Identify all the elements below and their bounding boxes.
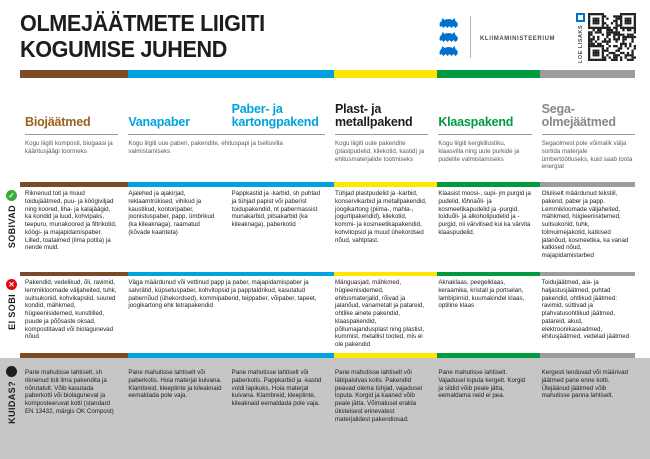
qr-caption: LOE LISAKS (577, 25, 584, 64)
column-title-sega: Sega-olmejäätmed (541, 102, 616, 129)
row-separator-stripe (20, 182, 635, 187)
black-dot-icon (6, 366, 17, 377)
ei-sobi-sega: Toidujäätmed, aia- ja haljastusjäätmed, puhtad pakendid, ohtlikud jäätmed: ravimid, süttivad ja plahvatusohtlikud jäätmed, patareid, akud, elektroonikaseadmed, ehitusjäätmed, vedelad jäätmed (541, 279, 630, 341)
row-separator-stripe (20, 272, 635, 276)
column-desc-bio: Kogu liigiti komposti, biogaasi ja kääritusjäägi toormeks (25, 134, 118, 182)
row-label-ei-sobi (2, 279, 21, 330)
column-desc-klaas: Kogu liigiti kergkillustiku, klaasvilla ning uute purkide ja pudelite valmistamiseks (438, 134, 531, 182)
column-header-row (25, 78, 635, 182)
row-ei-sobi (25, 279, 635, 351)
row-label-kuidas (2, 366, 21, 424)
column-desc-plast: Kogu liigiti uute pakendite (plastpudelid, kilekotid, kastid) ja ehitusmaterjalide tootmiseks (335, 134, 428, 182)
column-title-vanapaber: Vanapaber (128, 114, 190, 129)
page-title (20, 10, 265, 62)
ministry-logo (437, 16, 555, 58)
row-label-ei-sobi-text: EI SOBI (6, 294, 17, 330)
ei-sobi-paper: Väga määrdunud või vettinud papp ja paber, majapidamispaber ja salvrätid, küpsetuspaber, kohvitopsid ja papptaldrikud, kasutatud pabernõud (ühekordsed), kommipaberid, teippaber, võipaber, tapeet, joogikartong ehk tetrapakendid (128, 279, 317, 310)
qr-code (588, 13, 636, 61)
column-title-paberpakend: Paber- ja kartongpakend (231, 102, 319, 129)
column-title-klaas: Klaaspakend (438, 114, 514, 129)
page-title-line2: KOGUMISE JUHEND (20, 36, 227, 62)
qr-block (576, 13, 636, 63)
stripe-sega (540, 70, 635, 78)
check-circle-icon: ✓ (6, 190, 17, 201)
read-more-marker-icon (576, 13, 585, 22)
row-sobivad (25, 190, 635, 270)
sobivad-paberpakend: Pappkastid ja -karbid, sh puhtad ja tühjad papist või paberist toidupakendid, nt pabermassist munakarbid, pitsakarbid (ka kileaknaga), paberkotid (231, 190, 321, 228)
row-kuidas (25, 369, 635, 455)
logo-divider (470, 16, 471, 58)
column-desc-sega: Segaolmest pole võimalik välja sortida materjale ümbertöötluseks, kuid saab toota energiat (542, 134, 635, 182)
column-desc-paper: Kogu liigiti uue paberi, pakendite, ehituspapi ja tselluvilla valmistamiseks (128, 134, 325, 182)
row-label-sobivad (2, 190, 21, 248)
kuidas-plast: Pane mahutisse lahtiselt või läbipaistvas kotis. Pakendid peavad olema tühjad, vajadusel loputa. Korgid ja kaaned võib peale jätta. Võimalusel eralda üksteisest erinevatest materjalidest pakendiosad. (335, 369, 423, 423)
ei-sobi-klaas: Aknaklaas, peegelklaas, keraamika, kristall ja portselan, lambipirnid, kuumakindel klaas, optiline klaas (438, 279, 525, 310)
cross-circle-icon: ✕ (6, 279, 17, 290)
stripe-bio (20, 70, 128, 78)
ministry-name: kliimaministeerium (480, 32, 556, 42)
stripe-plast (334, 70, 437, 78)
row-label-kuidas-text: KUIDAS? (6, 381, 17, 424)
sobivad-klaas: Klaasist moosi-, supi- jm purgid ja pudelid, lõhnaõli- ja kosmeetikapudelid ja -purgid, toiduõli- ja alkoholipudelid ja -purgid, nii värvilised kui ka värvita klaaspudelid. (438, 190, 531, 236)
kuidas-klaas: Pane mahutisse lahtiselt. Vajadusel loputa kergelt. Korgid ja sildid võib peale jätta, eemaldama neid ei pea. (438, 369, 526, 400)
sobivad-sega: Oluliselt määrdunud tekstiil, pakend, paber ja papp. Lemmikloomade väljaheited, mähkmed, hügieenisidemed, suitsukonid, tuhk, tolmuimejakotid, katkised jalanõud, kosmeetika, ka vanad katkised nõud, majapidamistarbed (541, 190, 629, 259)
kuidas-paberpakend: Pane mahutisse lahtiselt või paberkotis. Pappkarbid ja -kastid voldi lapikuks. Hoia materjal kuivana. Klambreid, kleeplinte, kileaknaid eemaldada pole vaja. (231, 369, 322, 407)
stripe-paper (128, 70, 334, 78)
sobivad-bio: Riknenud toit ja muud toidujäätmed, puu- ja köögiviljad ning koored, liha- ja kalajäägid, ka kondid ja luud, kohvipaks, teepuru, munakoored ja filtrikotid, köögi- ja majapidamispaber. Lilled, toataimed (ilma potita) ja nende muld. (25, 190, 117, 252)
ei-sobi-bio: Pakendid, vedelikud, õli, ravimid, lemmikloomade väljaheited, tuhk, suitsukonid, kohvikapslid, suured kondid, mähkmed, hügieenisidemed, kunstlilled, puude ja põõsaste oksad, kompostitavad või biolagunevad nõud (25, 279, 117, 341)
estonian-lions-icon (437, 16, 461, 58)
page-title-line1: OLMEJÄÄTMETE LIIGITI (20, 10, 265, 36)
kuidas-vanapaber: Pane mahutisse lahtiselt või paberkotis. Hoia materjal kuivana. Klambreid, kleeplinte ja kileaknaid eemaldada pole vaja. (128, 369, 222, 400)
sobivad-plast: Tühjad plastpudelid ja -karbid, konservikarbid ja metallpakendid, joogikartong (piima-, mahla-, jogurtipakendid), kilekotid, kommi- ja kosmeetikapakendid, kohvitopsid ja muud ühekordsed nõud, vahtplast. (335, 190, 427, 244)
column-title-bio: Biojäätmed (25, 114, 91, 129)
kuidas-bio: Pane mahutisse lahtiselt, sh riknenud toit ilma pakendita ja nõrutatult. Võib kasutada paberkotti või biolagunevat ja komposteeruvat kotti (standard EN 13432, märgis OK Compost) (25, 369, 114, 415)
ei-sobi-plast: Mänguasjad, mähkmed, hügieenisidemed, ehitusmaterjalid, rõivad ja jalanõud, vanametall ja patareid, ohtlike ainete pakendid, klaaspakendid, põllumajandusplast ning plastist, kummist, metallist tooted, mis ei ole pakendid (335, 279, 425, 348)
column-title-plast: Plast- ja metallpakend (335, 102, 413, 129)
category-color-stripe (20, 70, 635, 78)
kuidas-sega: Kergesti lenduvad või määrivad jäätmed pane enne kotti. Ülejäänud jäätmed võib mahutisse panna lahtiselt. (541, 369, 628, 400)
row-label-sobivad-text: SOBIVAD (6, 205, 17, 249)
stripe-klaas (437, 70, 540, 78)
sobivad-vanapaber: Ajalehed ja ajakirjad, reklaamtrükised, vihikud ja kaustikud, kontoripaber, joonistuspaber, papp, ümbrikud (ka kileaknaga), raamatud (kõvade kaanteta) (128, 190, 215, 236)
